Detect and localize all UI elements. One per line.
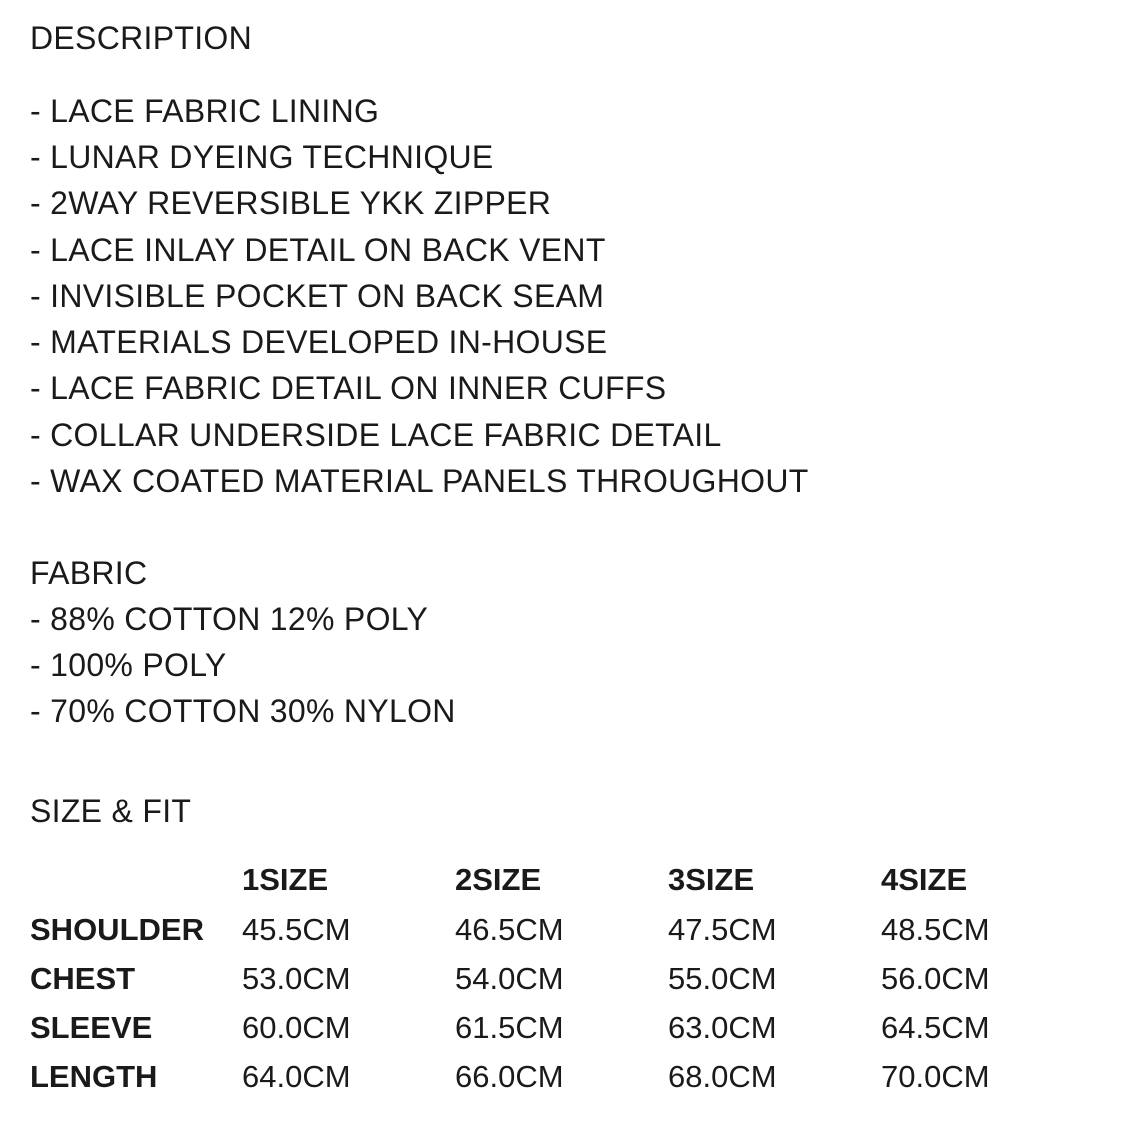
- size-column-header: 3SIZE: [668, 862, 755, 897]
- measurement-value: 64.5CM: [881, 1010, 990, 1045]
- measurement-value: 66.0CM: [455, 1059, 564, 1094]
- description-item: - 2WAY REVERSIBLE YKK ZIPPER: [30, 185, 552, 221]
- measurement-label: LENGTH: [30, 1059, 158, 1094]
- fabric-heading: FABRIC: [30, 555, 148, 591]
- size-column-header: 1SIZE: [242, 862, 329, 897]
- table-row: [30, 1010, 1090, 1050]
- table-row: [30, 912, 1090, 952]
- description-item: - WAX COATED MATERIAL PANELS THROUGHOUT: [30, 463, 809, 499]
- fabric-item: - 70% COTTON 30% NYLON: [30, 693, 456, 729]
- measurement-value: 63.0CM: [668, 1010, 777, 1045]
- description-item: - LACE INLAY DETAIL ON BACK VENT: [30, 232, 606, 268]
- table-row: [30, 961, 1090, 1001]
- measurement-value: 47.5CM: [668, 912, 777, 947]
- measurement-value: 64.0CM: [242, 1059, 351, 1094]
- measurement-label: SLEEVE: [30, 1010, 153, 1045]
- measurement-label: CHEST: [30, 961, 136, 996]
- measurement-label: SHOULDER: [30, 912, 204, 947]
- description-item: - COLLAR UNDERSIDE LACE FABRIC DETAIL: [30, 417, 722, 453]
- measurement-value: 54.0CM: [455, 961, 564, 996]
- measurement-value: 61.5CM: [455, 1010, 564, 1045]
- fabric-item: - 100% POLY: [30, 647, 227, 683]
- table-row: [30, 1059, 1090, 1099]
- size-column-header: 4SIZE: [881, 862, 968, 897]
- description-item: - LUNAR DYEING TECHNIQUE: [30, 139, 494, 175]
- measurement-value: 68.0CM: [668, 1059, 777, 1094]
- measurement-value: 45.5CM: [242, 912, 351, 947]
- size-fit-heading: SIZE & FIT: [30, 793, 192, 829]
- description-item: - INVISIBLE POCKET ON BACK SEAM: [30, 278, 605, 314]
- measurement-value: 56.0CM: [881, 961, 990, 996]
- description-item: - LACE FABRIC DETAIL ON INNER CUFFS: [30, 370, 667, 406]
- measurement-value: 55.0CM: [668, 961, 777, 996]
- description-item: - LACE FABRIC LINING: [30, 93, 380, 129]
- fabric-item: - 88% COTTON 12% POLY: [30, 601, 429, 637]
- measurement-value: 70.0CM: [881, 1059, 990, 1094]
- description-item: - MATERIALS DEVELOPED IN-HOUSE: [30, 324, 608, 360]
- measurement-value: 48.5CM: [881, 912, 990, 947]
- size-column-header: 2SIZE: [455, 862, 542, 897]
- measurement-value: 53.0CM: [242, 961, 351, 996]
- measurement-value: 46.5CM: [455, 912, 564, 947]
- size-header-row: [30, 862, 1090, 902]
- description-heading: DESCRIPTION: [30, 20, 252, 56]
- measurement-value: 60.0CM: [242, 1010, 351, 1045]
